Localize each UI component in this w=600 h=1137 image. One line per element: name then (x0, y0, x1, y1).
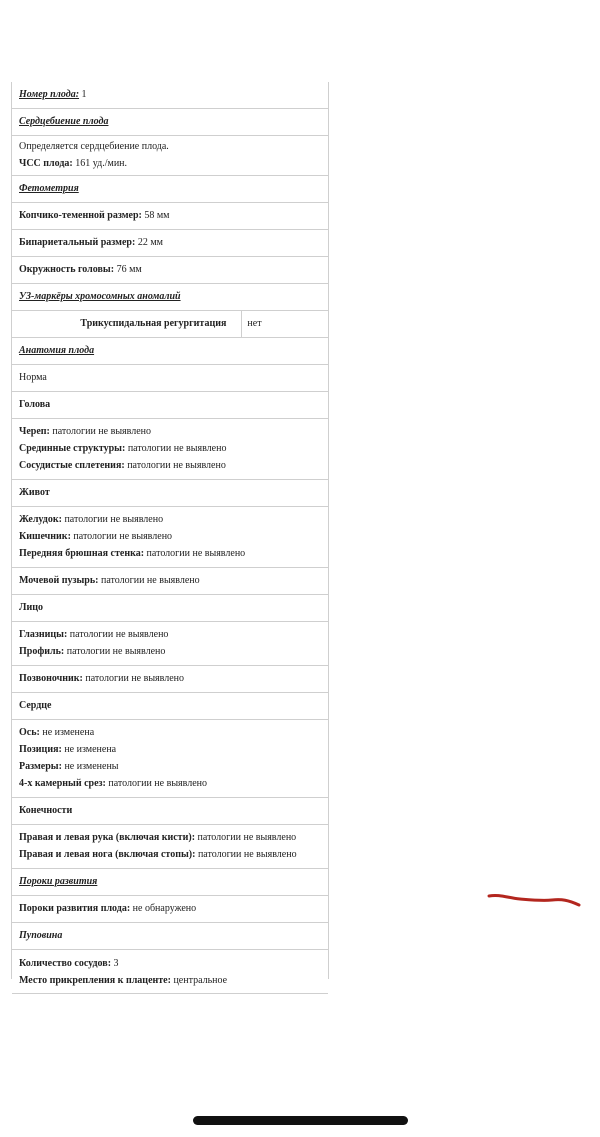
face-title: Лицо (19, 602, 43, 613)
markers-section-header (12, 284, 328, 311)
markers-section-title: УЗ-маркёры хромосомных аномалий (19, 291, 181, 302)
vessels-value: 3 (113, 957, 119, 969)
position-value: не изменена (64, 744, 117, 755)
face-details (12, 622, 328, 666)
anatomy-norm-row (12, 365, 328, 392)
abdomen-details (12, 507, 328, 568)
four-chamber-value: патологии не выявлено (108, 778, 208, 789)
cord-section-header (12, 923, 328, 950)
bowel-value: патологии не выявлено (73, 531, 173, 542)
hc-value: 76 мм (116, 264, 142, 275)
head-details (12, 419, 328, 480)
fetometry-section-title: Фетометрия (19, 183, 79, 194)
anatomy-section-header (12, 338, 328, 365)
heart-rate-label: ЧСС плода: (19, 158, 73, 169)
bpd-row (12, 230, 328, 257)
malformations-row (12, 896, 328, 923)
spine-value: патологии не выявлено (85, 673, 185, 684)
heartbeat-details (12, 136, 328, 176)
tricuspid-value: нет (247, 318, 262, 329)
choroid-label: Сосудистые сплетения: (19, 460, 125, 471)
malformations-section-header (12, 869, 328, 896)
malformations-value: не обнаружено (132, 903, 197, 914)
abdomen-title: Живот (19, 487, 50, 498)
anatomy-section-title: Анатомия плода (19, 345, 95, 356)
axis-label: Ось: (19, 727, 40, 738)
abdomen-header (12, 480, 328, 507)
fetus-number-label: Номер плода: (19, 89, 80, 101)
heartbeat-section-title: Сердцебиение плода (19, 116, 109, 127)
stomach-label: Желудок: (19, 514, 62, 525)
fetometry-section-header (12, 176, 328, 203)
skull-value: патологии не выявлено (52, 426, 152, 437)
legs-value: патологии не выявлено (197, 849, 297, 860)
insertion-label: Место прикрепления к плаценте: (19, 974, 171, 986)
cord-section-title: Пуповина (19, 930, 63, 941)
ultrasound-report (11, 82, 329, 986)
head-title: Голова (19, 399, 51, 410)
head-header (12, 392, 328, 419)
fetus-number-value: 1 (81, 89, 87, 101)
orbits-label: Глазницы: (19, 629, 68, 640)
tricuspid-row (12, 311, 328, 338)
midline-label: Срединные структуры: (19, 443, 126, 454)
crl-value: 58 мм (144, 210, 170, 221)
orbits-value: патологии не выявлено (69, 629, 169, 640)
choroid-value: патологии не выявлено (127, 460, 226, 471)
scribble-stroke (489, 895, 579, 905)
heart-header (12, 693, 328, 720)
heart-rate-value: 161 уд./мин. (75, 158, 128, 169)
four-chamber-label: 4-х камерный срез: (19, 778, 106, 789)
profile-label: Профиль: (19, 646, 65, 657)
face-header (12, 595, 328, 622)
legs-label: Правая и левая нога (включая стопы): (19, 849, 196, 860)
heartbeat-section-header (12, 109, 328, 136)
arms-value: патологии не выявлено (197, 832, 297, 843)
limbs-header (12, 798, 328, 825)
abdominal-wall-label: Передняя брюшная стенка: (19, 548, 145, 559)
home-indicator[interactable] (193, 1116, 408, 1125)
bladder-row (12, 568, 328, 595)
vessels-label: Количество сосудов: (19, 957, 112, 969)
stomach-value: патологии не выявлено (64, 514, 164, 525)
skull-label: Череп: (19, 426, 50, 437)
crl-row (12, 203, 328, 230)
bpd-label: Бипариетальный размер: (19, 237, 136, 248)
spine-row (12, 666, 328, 693)
hc-row (12, 257, 328, 284)
insertion-value: центральное (173, 974, 228, 986)
limbs-details (12, 825, 328, 869)
size-value: не изменены (64, 761, 119, 772)
fetus-number-row (12, 82, 328, 109)
tricuspid-label: Трикуспидальная регургитация (73, 311, 242, 337)
crl-label: Копчико-теменной размер: (19, 210, 142, 221)
position-label: Позиция: (19, 744, 62, 755)
bladder-value: патологии не выявлено (101, 575, 200, 586)
anatomy-norm: Норма (19, 372, 47, 383)
spine-label: Позвоночник: (19, 673, 83, 684)
abdominal-wall-value: патологии не выявлено (146, 548, 246, 559)
size-label: Размеры: (19, 761, 62, 772)
red-pen-scribble (486, 888, 582, 910)
malformations-section-title: Пороки развития (19, 876, 98, 887)
profile-value: патологии не выявлено (66, 646, 166, 657)
limbs-title: Конечности (19, 805, 73, 816)
cord-details (12, 950, 328, 994)
midline-value: патологии не выявлено (127, 443, 227, 454)
heart-title: Сердце (19, 700, 52, 711)
hc-label: Окружность головы: (19, 264, 115, 275)
bpd-value: 22 мм (137, 237, 163, 248)
bowel-label: Кишечник: (19, 531, 71, 542)
axis-value: не изменена (42, 727, 95, 738)
malformations-label: Пороки развития плода: (19, 903, 131, 914)
heartbeat-text: Определяется сердцебиение плода. (19, 141, 169, 152)
arms-label: Правая и левая рука (включая кисти): (19, 832, 196, 843)
bladder-label: Мочевой пузырь: (19, 575, 99, 586)
heart-details (12, 720, 328, 798)
